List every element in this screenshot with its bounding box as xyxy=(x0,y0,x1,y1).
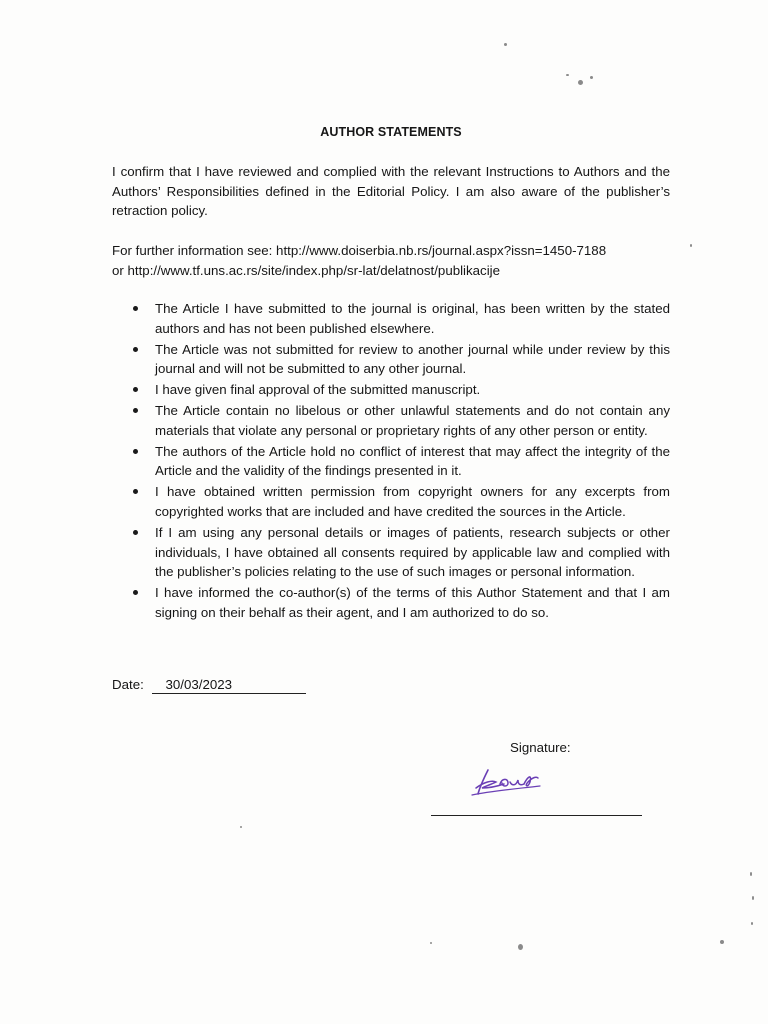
date-field xyxy=(112,677,306,694)
statement-item xyxy=(112,482,670,522)
bullet-icon xyxy=(133,408,138,413)
scan-speck xyxy=(430,942,432,944)
bullet-icon xyxy=(133,306,138,311)
scan-speck xyxy=(750,872,752,876)
statement-item xyxy=(112,442,670,482)
bullet-icon xyxy=(133,489,138,494)
statement-text: The Article contain no libelous or other unlawful statements and do not contain any materials that violate any personal or proprietary rights of any other person or entity. xyxy=(155,402,670,438)
info-line-doiserbia: For further information see: http://www.doiserbia.nb.rs/journal.aspx?issn=1450-7188 xyxy=(112,243,607,258)
statement-text: If I am using any personal details or images of patients, research subjects or other individuals, I have obtained all consents required by applicable law and complied with the publisher’s policies relating to the use of such images or personal information. xyxy=(155,524,670,580)
bullet-icon xyxy=(133,530,138,535)
scan-speck xyxy=(578,80,583,85)
scan-speck xyxy=(751,922,753,925)
statement-item xyxy=(112,401,670,441)
statement-text: I have informed the co-author(s) of the terms of this Author Statement and that I am signing on their behalf as their agent, and I am authorized to do so. xyxy=(155,585,670,620)
scan-speck xyxy=(752,896,754,900)
statement-text: The authors of the Article hold no conflict of interest that may affect the integrity of the Article and the validity of the findings presented in it. xyxy=(155,443,670,479)
statement-item xyxy=(112,299,670,339)
statement-text: The Article was not submitted for review to another journal while under review by this journal and will not be submitted to any other journal. xyxy=(155,341,670,377)
scan-speck xyxy=(566,74,569,76)
scan-speck xyxy=(518,944,523,950)
bullet-icon xyxy=(133,387,138,392)
scan-speck xyxy=(240,826,242,828)
signature-line xyxy=(431,815,642,816)
statement-text: I have given final approval of the submitted manuscript. xyxy=(155,382,481,398)
scan-speck xyxy=(504,43,507,46)
bullet-icon xyxy=(133,590,138,595)
handwritten-signature xyxy=(470,764,550,800)
statement-text: I have obtained written permission from copyright owners for any excerpts from copyrighted works that are included and have credited the sources in the Article. xyxy=(155,484,670,519)
document-title: AUTHOR STATEMENTS xyxy=(320,125,462,139)
confirmation-paragraph: I confirm that I have reviewed and complied with the relevant Instructions to Authors and the Authors’ Responsibilities defined in the Editorial Policy. I am also aware of the publisher’s retraction policy. xyxy=(112,164,670,218)
statement-item xyxy=(112,583,670,623)
scan-speck xyxy=(690,244,692,247)
date-value: 30/03/2023 xyxy=(152,677,306,694)
statement-item xyxy=(112,340,670,380)
statement-list xyxy=(112,299,670,624)
statement-item xyxy=(112,523,670,582)
scan-speck xyxy=(590,76,593,79)
signature-label: Signature: xyxy=(510,740,571,755)
bullet-icon xyxy=(133,449,138,454)
scan-speck xyxy=(720,940,724,944)
bullet-icon xyxy=(133,347,138,352)
date-label: Date: xyxy=(112,677,144,692)
statement-text: The Article I have submitted to the journal is original, has been written by the stated authors and has not been published elsewhere. xyxy=(155,301,670,336)
statement-item xyxy=(112,380,670,400)
further-information xyxy=(112,241,672,280)
info-line-uns: or http://www.tf.uns.ac.rs/site/index.php/sr-lat/delatnost/publikacije xyxy=(112,262,501,278)
